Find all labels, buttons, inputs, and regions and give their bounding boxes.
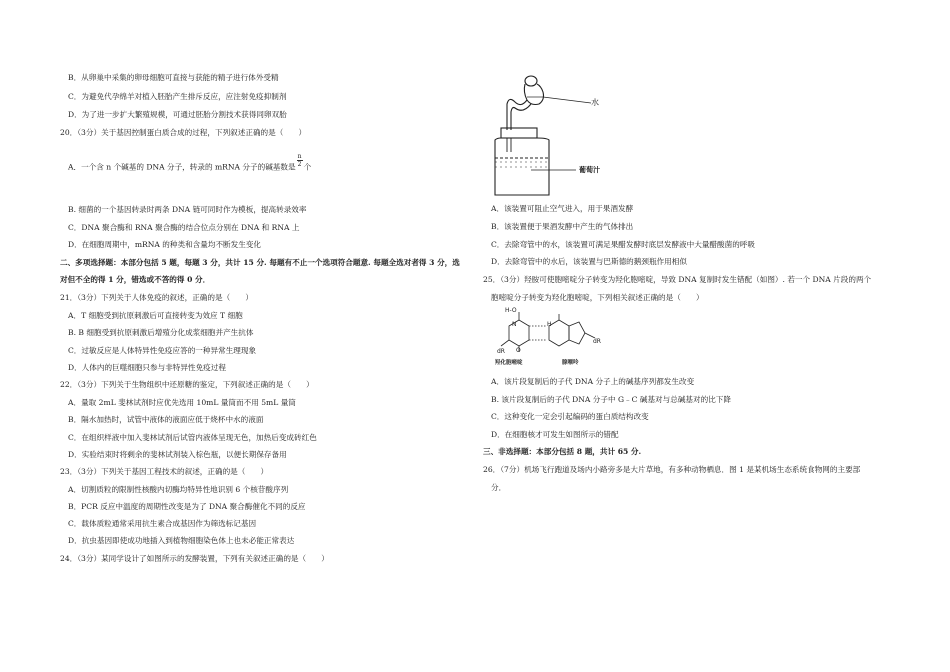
q19-option-d: D．为了进一步扩大繁殖规模，可通过胚胎分割技术获得同卵双胎 — [68, 110, 287, 119]
atom-o-label: O — [516, 347, 521, 354]
section-2-heading-line1: 二、多项选择题：本部分包括 5 题，每题 3 分，共计 15 分. 每题有不止一个选项符合题意. 每题全选对者得 3 分，选 — [60, 258, 460, 267]
atom-dr-right-label: dR — [593, 338, 601, 345]
q26-stem-line1: 26．（7分）机场飞行跑道及场内小路旁多是大片草地，有多种动物栖息．图 1 是某机场生态系统食物网的主要部 — [483, 465, 861, 474]
q22-option-b: B．隔水加热时，试管中液体的液面应低于烧杯中水的液面 — [68, 415, 264, 424]
atom-ho-label: H-O — [505, 307, 517, 314]
q19-option-c: C．为避免代孕绵羊对植入胚胎产生排斥反应，应注射免疫抑制剂 — [68, 92, 287, 101]
fraction-n-over-2 — [297, 153, 303, 168]
q25-option-c: C．这种变化一定会引起编码的蛋白质结构改变 — [491, 412, 649, 421]
q25-option-a: A．该片段复制后的子代 DNA 分子上的碱基序列都发生改变 — [491, 377, 695, 386]
section-2-heading-line2: 对但不全的得 1 分，错选或不答的得 0 分． — [60, 275, 211, 284]
q20-stem: 20．（3分）关于基因控制蛋白质合成的过程，下列叙述正确的是（ ） — [60, 128, 307, 137]
atom-h-label: H — [547, 321, 552, 328]
q24-option-d: D．去除弯管中的水后，该装置与巴斯德的鹅颈瓶作用相似 — [491, 257, 687, 266]
adenine-five-ring — [569, 322, 585, 344]
hydroxycytosine-caption: 羟化胞嘧啶 — [495, 360, 523, 366]
q23-option-c: C．载体质粒通常采用抗生素合成基因作为筛选标记基因 — [68, 519, 257, 528]
q25-option-d: D．在细胞核才可发生如图所示的错配 — [491, 430, 619, 439]
left-column — [60, 0, 470, 672]
q21-option-b: B. B 细胞受到抗原刺激后增殖分化成浆细胞并产生抗体 — [68, 328, 254, 337]
q24-option-c: C．去除弯管中的水，该装置可满足果醋发酵时底层发酵液中大量醋酸菌的呼吸 — [491, 240, 755, 249]
q24-stem: 24．（3分）某同学设计了如图所示的发酵装置，下列有关叙述正确的是（ ） — [60, 554, 329, 563]
q22-option-a: A．量取 2mL 斐林试剂时应优先选用 10mL 量筒而不用 5mL 量筒 — [68, 398, 296, 407]
q22-option-d: D．实验结束时将剩余的斐林试剂装入棕色瓶，以便长期保存备用 — [68, 450, 287, 459]
q21-option-a: A．T 细胞受到抗原刺激后可直接转变为效应 T 细胞 — [68, 311, 243, 320]
q25-option-b: B. 该片段复制后的子代 DNA 分子中 G﹣C 碱基对与总碱基对的比下降 — [491, 395, 731, 404]
q20-option-a-suffix: 个 — [303, 162, 312, 172]
bottle-body — [495, 138, 549, 195]
q26-stem-line2: 分． — [491, 483, 507, 492]
q20-option-b: B. 细菌的一个基因转录时两条 DNA 链可同时作为模板，提高转录效率 — [68, 205, 307, 214]
q24-option-a: A．该装置可阻止空气进入，用于果酒发酵 — [491, 204, 634, 213]
q20-option-a — [68, 153, 312, 175]
q20-option-a-text: A．一个含 n 个碱基的 DNA 分子，转录的 mRNA 分子的碱基数是 — [68, 162, 296, 172]
q24-option-b: B．该装置便于果酒发酵中产生的气体排出 — [491, 222, 634, 231]
water-label: 水 — [591, 98, 599, 107]
section-3-heading: 三、非选择题：本部分包括 8 题，共计 65 分. — [483, 447, 642, 456]
bent-tube-outer — [507, 99, 527, 130]
q25-stem-line2: 胞嘧啶分子转变为羟化胞嘧啶，下列相关叙述正确的是（ ） — [491, 293, 704, 302]
atom-n-label: N — [512, 321, 517, 328]
bent-tube-inner — [511, 104, 531, 130]
q22-stem: 22．（3分）下列关于生物组织中还原糖的鉴定，下列叙述正确的是（ ） — [60, 380, 314, 389]
bulb-body — [524, 84, 543, 105]
juice-label: 葡萄汁 — [579, 165, 600, 174]
q23-stem: 23．（3分）下列关于基因工程技术的叙述，正确的是（ ） — [60, 467, 269, 476]
q25-stem-line1: 25．（3分）羟胺可使胞嘧啶分子转变为羟化胞嘧啶，导致 DNA 复制时发生错配（如图）. 若一个 DNA 片段的两个 — [483, 275, 872, 284]
fraction-denominator: 2 — [297, 161, 302, 168]
q21-option-d: D．人体内的巨噬细胞只参与非特异性免疫过程 — [68, 363, 226, 372]
q19-option-b: B．从卵巢中采集的卵母细胞可直接与获能的精子进行体外受精 — [68, 73, 279, 82]
right-column — [483, 0, 903, 672]
q20-option-d: D．在细胞周期中，mRNA 的种类和含量均不断发生变化 — [68, 240, 262, 249]
bottle-cap — [501, 128, 537, 138]
q23-option-d: D．抗虫基因即使成功地插入到植物细胞染色体上也未必能正常表达 — [68, 536, 295, 545]
fermentation-apparatus-figure — [491, 70, 601, 200]
adenine-six-ring — [549, 320, 569, 346]
bulb-top — [525, 76, 537, 86]
fraction-numerator: n — [297, 153, 302, 160]
q22-option-c: C．在组织样液中加入斐林试剂后试管内液体呈现无色，加热后变成砖红色 — [68, 433, 317, 442]
q20-option-c: C．DNA 聚合酶和 RNA 聚合酶的结合位点分别在 DNA 和 RNA 上 — [68, 223, 300, 232]
q23-option-b: B．PCR 反应中温度的周期性改变是为了 DNA 聚合酶催化不同的反应 — [68, 502, 306, 511]
water-pointer — [543, 97, 591, 103]
q21-option-c: C．过敏反应是人体特异性免疫应答的一种异常生理现象 — [68, 346, 257, 355]
q23-option-a: A．切割质粒的限制性核酸内切酶均特异性地识别 6 个核苷酸序列 — [68, 485, 289, 494]
adenine-caption: 腺嘌呤 — [562, 360, 579, 366]
q21-stem: 21．（3分）下列关于人体免疫的叙述，正确的是（ ） — [60, 293, 253, 302]
atom-dr-left-label: dR — [497, 348, 505, 355]
